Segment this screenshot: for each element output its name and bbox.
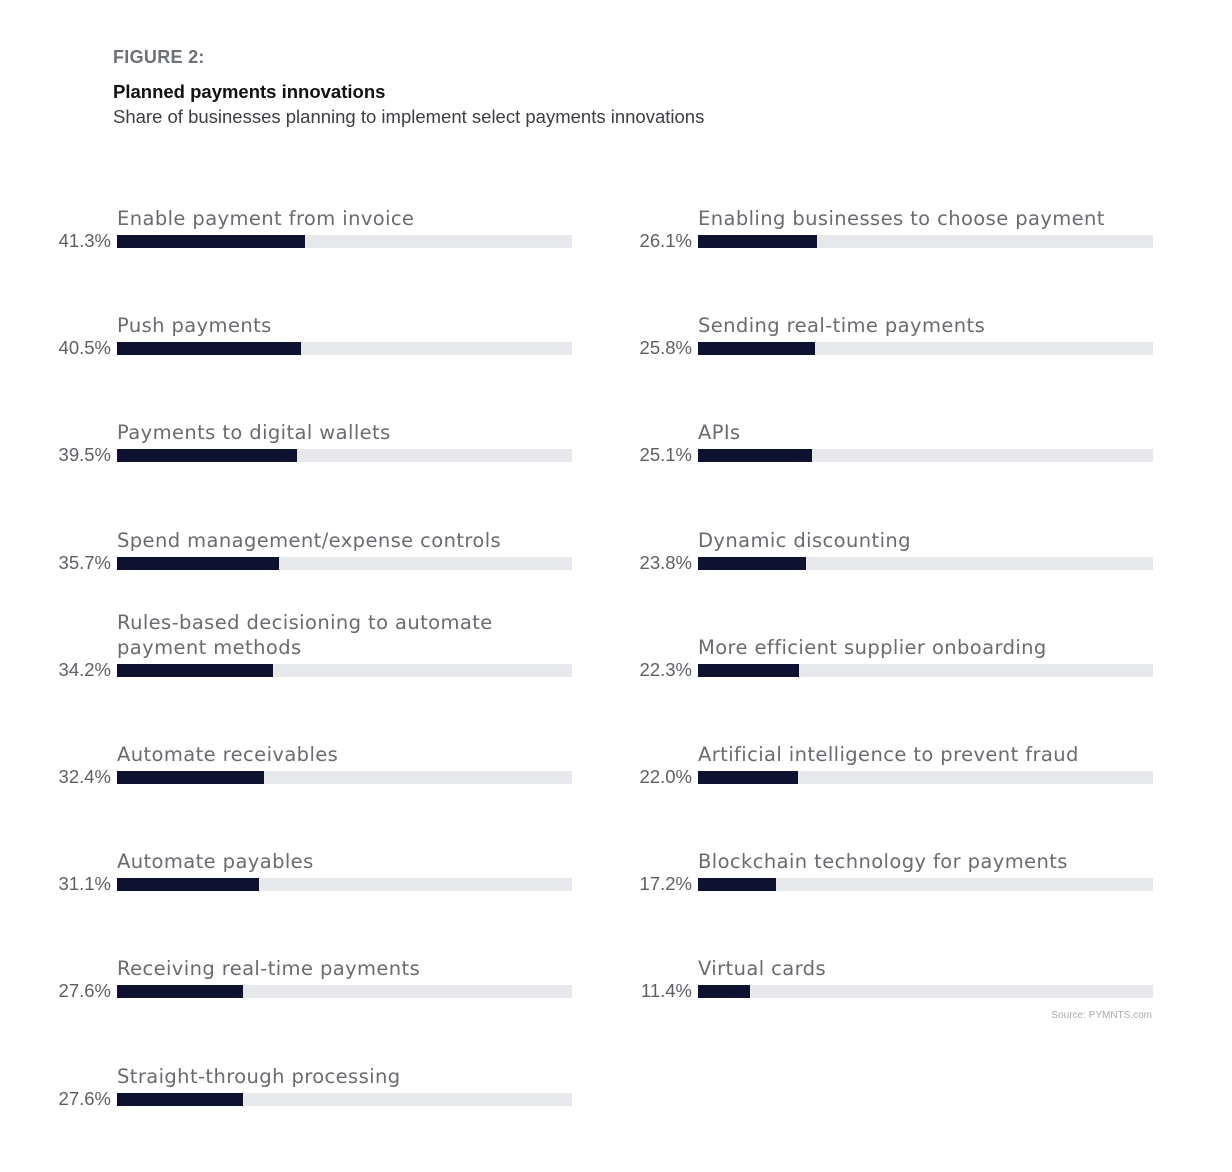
chart-subtitle: Share of businesses planning to implement select payments innovations — [113, 106, 705, 127]
bar-category-label: APIs — [698, 421, 741, 445]
bar-value-label: 17.2% — [639, 873, 692, 895]
bar-value-label: 25.1% — [639, 444, 692, 466]
bar-category-label: Payments to digital wallets — [117, 421, 391, 445]
bar-value-label: 35.7% — [58, 551, 111, 573]
bar-category-label: Receiving real-time payments — [117, 957, 421, 981]
bar-category-label: Virtual cards — [698, 957, 826, 981]
bar-item — [639, 128, 1158, 251]
bar-value-label: 11.4% — [640, 980, 692, 1002]
bar-item — [58, 986, 577, 1109]
bar-category-label: Enable payment from invoice — [117, 207, 415, 230]
bar-value-label: 27.6% — [58, 980, 111, 1002]
bar-value-label: 32.4% — [58, 766, 111, 787]
bar-fill — [117, 1093, 243, 1106]
bar-track — [698, 985, 1153, 998]
bar-value-label: 23.8% — [639, 551, 692, 573]
bar-category-label: More efficient supplier onboarding — [698, 635, 1047, 659]
bar-value-label: 22.3% — [639, 658, 692, 680]
bar-value-label: 26.1% — [639, 230, 692, 251]
bar-category-label: Blockchain technology for payments — [698, 850, 1068, 874]
bar-category-label: Rules-based decisioning to automate payment methods — [117, 610, 493, 659]
bar-category-label: Straight-through processing — [117, 1064, 401, 1088]
bar-value-label: 25.8% — [639, 337, 692, 359]
bar-value-label: 31.1% — [58, 873, 111, 895]
bar-value-label: 39.5% — [58, 444, 111, 466]
bar-value-label: 41.3% — [58, 230, 111, 251]
bar-value-label: 34.2% — [58, 658, 111, 680]
bar-value-label: 22.0% — [639, 766, 692, 787]
bar-category-label: Automate payables — [117, 850, 314, 874]
chart-title: Planned payments innovations — [113, 81, 386, 102]
bar-track — [117, 1093, 572, 1106]
bar-value-label: 40.5% — [58, 337, 111, 359]
bar-value-label: 27.6% — [58, 1087, 111, 1109]
bar-category-label: Artificial intelligence to prevent fraud — [698, 743, 1079, 766]
bar-category-label: Enabling businesses to choose payment — [698, 207, 1105, 230]
bar-category-label: Sending real-time payments — [698, 314, 986, 338]
bar-category-label: Automate receivables — [117, 743, 339, 766]
source-note: Source: PYMNTS.com — [1051, 1010, 1152, 1021]
bar-fill — [698, 985, 750, 998]
bar-category-label: Spend management/expense controls — [117, 528, 502, 552]
bar-category-label: Dynamic discounting — [698, 528, 911, 552]
figure-label: FIGURE 2: — [113, 47, 205, 67]
bar-item — [58, 128, 577, 251]
bar-category-label: Push payments — [117, 314, 272, 338]
